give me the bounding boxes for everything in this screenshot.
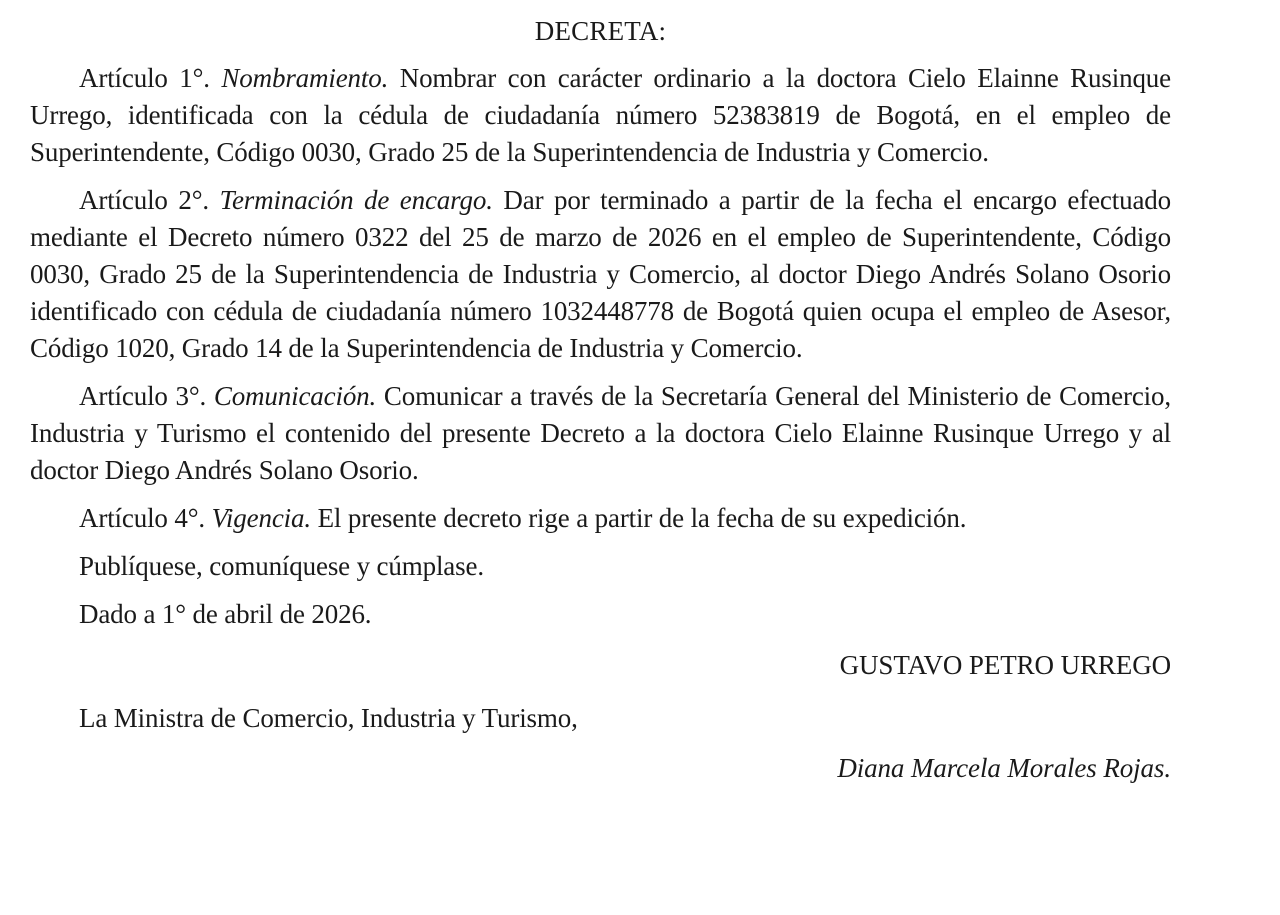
date-line: Dado a 1° de abril de 2026. [79,599,372,629]
article-1-title: Nombramiento. [221,63,389,93]
article-3-text: Comunicar a través de la Secretaría General del Ministerio de Comercio, Industria y Turismo el contenido del presente Decreto a la doctora Cielo Elainne Rusinque Urrego y al doctor Diego Andrés Solano Osorio. [30,381,1171,485]
heading-text: DECRETA: [534,16,667,46]
minister-title: La Ministra de Comercio, Industria y Turismo, [79,703,578,733]
article-1-label: Artículo 1°. [79,63,210,93]
article-2-text: Dar por terminado a partir de la fecha el encargo efectuado mediante el Decreto número 0322 del 25 de marzo de 2026 en el empleo de Superintendente, Código 0030, Grado 25 de la Superintendencia de Industria y Comercio, al doctor Diego Andrés Solano Osorio identificado con cédula de ciudadanía número 1032448778 de Bogotá quien ocupa el empleo de Asesor, Código 1020, Grado 14 de la Superintendencia de Industria y Comercio. [30,185,1172,363]
decree-heading [30,13,1171,50]
article-2-label: Artículo 2°. [79,185,209,215]
article-1-text: Nombrar con carácter ordinario a la doctora Cielo Elainne Rusinque Urrego, identificada con la cédula de ciudadanía número 52383819 de Bogotá, en el empleo de Superintendente, Código 0030, Grado 25 de la Superintendencia de Industria y Comercio. [30,63,1171,167]
article-3-title: Comunicación. [213,381,377,411]
article-4-title: Vigencia. [211,503,311,533]
article-2 [30,182,1171,367]
article-2-title: Terminación de encargo. [219,185,493,215]
article-1 [30,60,1171,171]
article-4 [30,500,1171,537]
article-4-text: El presente decreto rige a partir de la fecha de su expedición. [317,503,967,533]
decree-page [30,0,1171,787]
article-3 [30,378,1171,489]
minister-signature: Diana Marcela Morales Rojas. [837,753,1171,783]
article-3-label: Artículo 3°. [79,381,207,411]
closing-formula: Publíquese, comuníquese y cúmplase. [79,551,484,581]
president-signature: GUSTAVO PETRO URREGO [839,650,1171,680]
article-4-label: Artículo 4°. [79,503,205,533]
